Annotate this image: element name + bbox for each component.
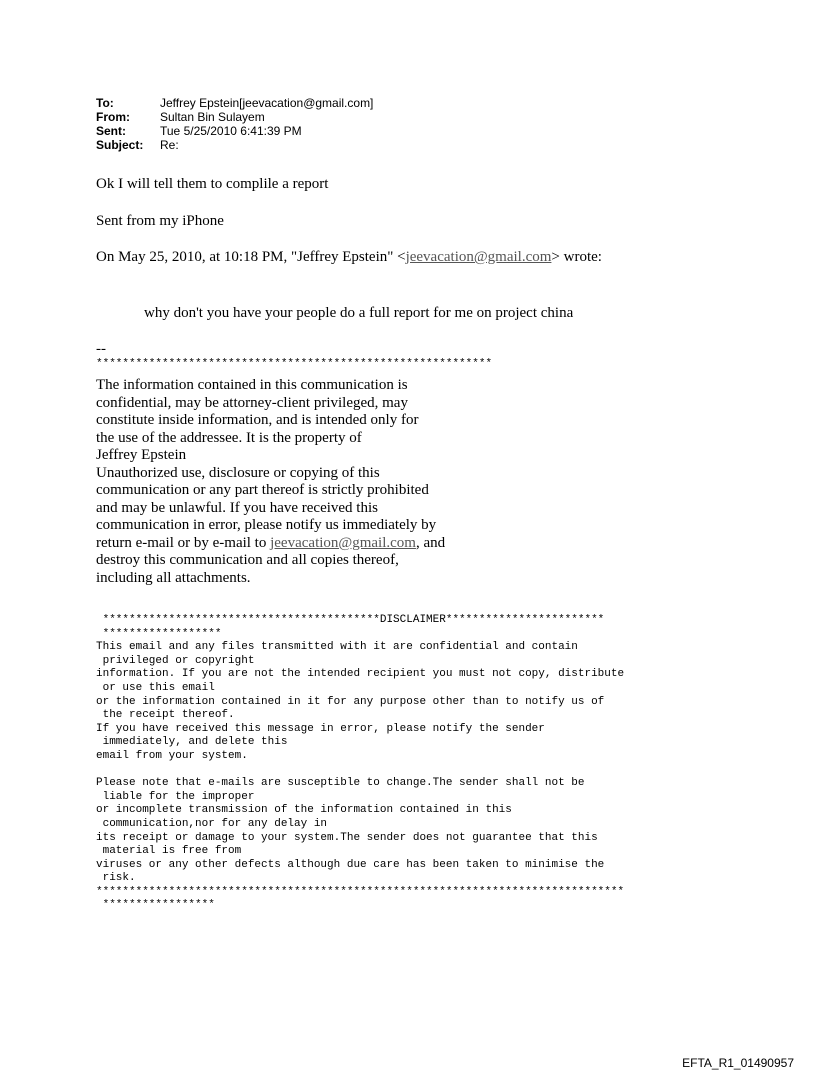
conf-line: and may be unlawful. If you have received this xyxy=(96,499,378,516)
subject-label: Subject: xyxy=(96,138,144,152)
conf-line: confidential, may be attorney-client privileged, may xyxy=(96,394,408,411)
sent-row xyxy=(96,124,373,138)
disclaimer-line: its receipt or damage to your system.The sender does not guarantee that this xyxy=(96,831,598,844)
signature-text: Sent from my iPhone xyxy=(96,213,224,229)
from-value: Sultan Bin Sulayem xyxy=(160,110,265,124)
from-label: From: xyxy=(96,110,130,124)
quote-intro-after: > wrote: xyxy=(551,249,602,265)
reply-text: Ok I will tell them to complile a report xyxy=(96,176,329,192)
conf-line: The information contained in this communication is xyxy=(96,377,408,393)
disclaimer-block xyxy=(96,614,624,913)
disclaimer-line: communication,nor for any delay in xyxy=(96,817,328,830)
disclaimer-line: or incomplete transmission of the information contained in this xyxy=(96,804,512,817)
conf-line: communication or any part thereof is strictly prohibited xyxy=(96,482,429,498)
disclaimer-line: ******************************************DISCLAIMER************************ xyxy=(96,614,605,626)
disclaimer-line: This email and any files transmitted with it are confidential and contain xyxy=(96,641,578,654)
sent-label: Sent: xyxy=(96,124,126,138)
disclaimer-line: ******************************************************************************** xyxy=(96,885,625,898)
stars-separator: ************************************************************ xyxy=(96,358,493,370)
disclaimer-line: immediately, and delete this xyxy=(96,736,288,749)
quote-intro xyxy=(96,248,602,266)
to-value: Jeffrey Epstein[jeevacation@gmail.com] xyxy=(160,96,374,110)
disclaimer-line: or use this email xyxy=(96,681,215,694)
subject-value: Re: xyxy=(160,138,179,152)
document-id: EFTA_R1_01490957 xyxy=(682,1056,794,1070)
disclaimer-blank-line xyxy=(96,764,624,778)
conf-line: constitute inside information, and is intended only for xyxy=(96,412,419,428)
from-row xyxy=(96,110,373,124)
conf-line: Unauthorized use, disclosure or copying of this xyxy=(96,464,380,481)
disclaimer-line: If you have received this message in error, please notify the sender xyxy=(96,722,545,735)
disclaimer-line: ****************** xyxy=(96,627,222,640)
disclaimer-line: or the information contained in it for any purpose other than to notify us of xyxy=(96,695,605,708)
conf-line: destroy this communication and all copies thereof, xyxy=(96,552,399,568)
quote-intro-email-link[interactable]: jeevacation@gmail.com xyxy=(405,249,552,265)
conf-line: Jeffrey Epstein xyxy=(96,447,187,463)
disclaimer-line: Please note that e-mails are susceptible to change.The sender shall not be xyxy=(96,777,585,790)
disclaimer-line: privileged or copyright xyxy=(96,654,255,667)
disclaimer-line: information. If you are not the intended recipient you must not copy, distribute xyxy=(96,668,625,681)
sent-value: Tue 5/25/2010 6:41:39 PM xyxy=(160,124,302,138)
conf-email-before: return e-mail or by e-mail to xyxy=(96,534,271,551)
conf-line: the use of the addressee. It is the property of xyxy=(96,429,362,446)
conf-email-line xyxy=(96,535,445,553)
disclaimer-line: ***************** xyxy=(96,899,215,912)
disclaimer-line: the receipt thereof. xyxy=(96,709,235,722)
conf-line: including all attachments. xyxy=(96,569,251,586)
quoted-message: why don't you have your people do a full report for me on project china xyxy=(144,305,574,321)
disclaimer-line: liable for the improper xyxy=(96,790,255,803)
email-header xyxy=(96,96,373,152)
conf-email-after: , and xyxy=(415,534,446,551)
quote-intro-before: On May 25, 2010, at 10:18 PM, "Jeffrey Epstein" < xyxy=(96,249,406,265)
disclaimer-line: email from your system. xyxy=(96,749,248,762)
conf-email-link[interactable]: jeevacation@gmail.com xyxy=(270,534,416,551)
to-row xyxy=(96,96,373,110)
disclaimer-line: material is free from xyxy=(96,845,242,858)
signature-dashes: -- xyxy=(96,341,106,357)
disclaimer-line: viruses or any other defects although due care has been taken to minimise the xyxy=(96,858,605,871)
confidentiality-notice xyxy=(96,377,445,587)
to-label: To: xyxy=(96,96,114,110)
disclaimer-line: risk. xyxy=(96,872,136,885)
conf-line: communication in error, please notify us immediately by xyxy=(96,517,437,533)
subject-row xyxy=(96,138,373,152)
